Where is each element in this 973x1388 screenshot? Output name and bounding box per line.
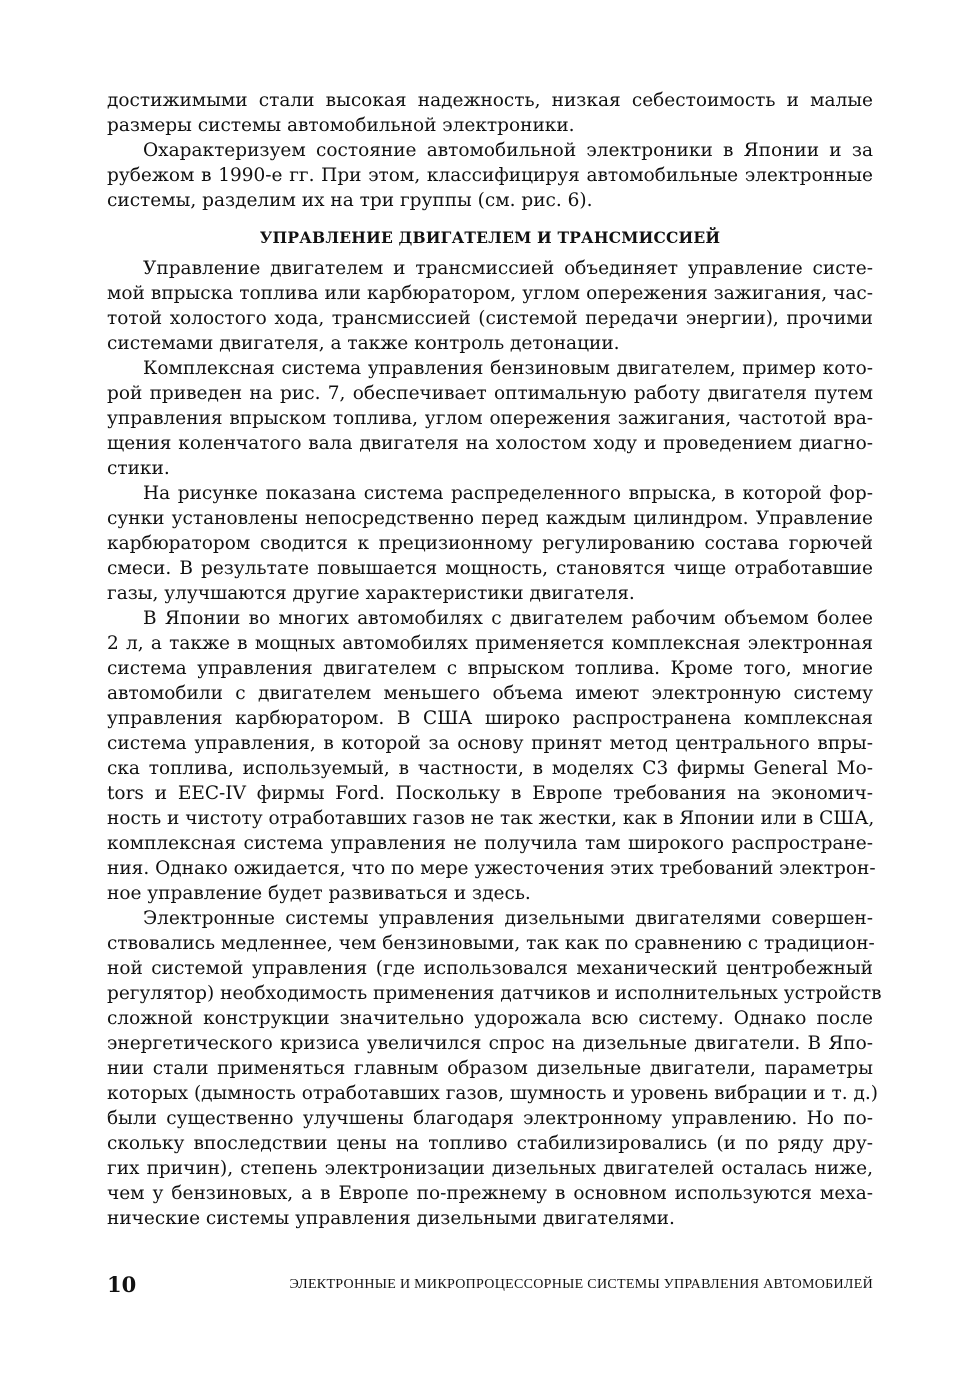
- text-line: Охарактеризуем состояние автомобильной электроники в Японии и за: [143, 140, 873, 161]
- text-line: щения коленчатого вала двигателя на холостом ходу и проведением диагно-: [107, 433, 873, 454]
- text-line: управления карбюратором. В США широко распространена комплексная: [107, 708, 873, 729]
- text-line: нические системы управления дизельными двигателями.: [107, 1208, 675, 1229]
- text-line: сложной конструкции значительно удорожала всю систему. Однако после: [107, 1008, 873, 1029]
- paragraph: [107, 906, 882, 1231]
- text-line: были существенно улучшены благодаря электронному управлению. Но по-: [107, 1108, 873, 1129]
- text-line: мой впрыска топлива или карбюратором, углом опережения зажигания, час-: [107, 283, 873, 304]
- text-line: управления впрыском топлива, углом опережения зажигания, частотой вра-: [107, 408, 873, 429]
- text-line: система управления двигателем с впрыском топлива. Кроме того, многие: [107, 658, 873, 679]
- text-line: ное управление будет развиваться и здесь.: [107, 883, 531, 904]
- text-line: ствовались медленнее, чем бензиновыми, так как по сравнению с традицион-: [107, 933, 875, 954]
- section-heading: УПРАВЛЕНИЕ ДВИГАТЕЛЕМ И ТРАНСМИССИЕЙ: [259, 228, 721, 247]
- text-line: система управления, в которой за основу принят метод центрального впры-: [107, 733, 873, 754]
- text-line: ность и чистоту отработавших газов не так жестки, как в Японии или в США,: [107, 808, 875, 829]
- text-line: системы, разделим их на три группы (см. рис. 6).: [107, 190, 593, 211]
- text-line: стики.: [107, 458, 170, 479]
- paragraph-continuation: [107, 88, 873, 138]
- text-line: На рисунке показана система распределенного впрыска, в которой фор-: [143, 483, 873, 504]
- text-line: размеры системы автомобильной электроники.: [107, 115, 575, 136]
- text-line: Комплексная система управления бензиновым двигателем, пример кото-: [143, 358, 873, 379]
- page-body: [107, 88, 882, 1231]
- text-line: гих причин), степень электронизации дизельных двигателей осталась ниже,: [107, 1158, 873, 1179]
- page-number: 10: [107, 1272, 137, 1297]
- text-line: тотой холостого хода, трансмиссией (системой передачи энергии), прочими: [107, 308, 873, 329]
- text-line: достижимыми стали высокая надежность, низкая себестоимость и малые: [107, 90, 873, 111]
- text-line: смеси. В результате повышается мощность, становятся чище отработавшие: [107, 558, 873, 579]
- text-line: 2 л, а также в мощных автомобилях применяется комплексная электронная: [107, 633, 873, 654]
- paragraph: [107, 606, 876, 906]
- text-line: автомобили с двигателем меньшего объема имеют электронную систему: [107, 683, 873, 704]
- text-line: сунки установлены непосредственно перед каждым цилиндром. Управление: [107, 508, 873, 529]
- text-line: газы, улучшаются другие характеристики двигателя.: [107, 583, 635, 604]
- text-line: карбюратором сводится к прецизионному регулированию состава горючей: [107, 533, 873, 554]
- paragraph: [107, 481, 873, 606]
- text-line: чем у бензиновых, а в Европе по-прежнему в основном используются меха-: [107, 1183, 873, 1204]
- text-line: которых (дымность отработавших газов, шумность и уровень вибрации и т. д.): [107, 1083, 878, 1104]
- page-footer: [107, 1272, 873, 1300]
- text-line: В Японии во многих автомобилях с двигателем рабочим объемом более: [143, 608, 873, 629]
- text-line: рой приведен на рис. 7, обеспечивает оптимальную работу двигателя путем: [107, 383, 873, 404]
- text-line: системами двигателя, а также контроль детонации.: [107, 333, 620, 354]
- text-line: ска топлива, используемый, в частности, в моделях С3 фирмы General Mo-: [107, 758, 873, 779]
- text-line: Управление двигателем и трансмиссией объединяет управление систе-: [143, 258, 873, 279]
- text-line: рубежом в 1990-е гг. При этом, классифицируя автомобильные электронные: [107, 165, 873, 186]
- text-line: регулятор) необходимость применения датчиков и исполнительных устройств: [107, 983, 882, 1004]
- text-line: tors и EEC-IV фирмы Ford. Поскольку в Европе требования на экономич-: [107, 783, 873, 804]
- text-line: нии стали применяться главным образом дизельные двигатели, параметры: [107, 1058, 873, 1079]
- text-line: скольку впоследствии цены на топливо стабилизировались (и по ряду дру-: [107, 1133, 873, 1154]
- text-line: ния. Однако ожидается, что по мере ужесточения этих требований электрон-: [107, 858, 876, 879]
- paragraph: [107, 356, 873, 481]
- paragraph: [107, 138, 873, 213]
- text-line: Электронные системы управления дизельными двигателями совершен-: [143, 908, 873, 929]
- paragraph: [107, 256, 873, 356]
- running-title: ЭЛЕКТРОННЫЕ И МИКРОПРОЦЕССОРНЫЕ СИСТЕМЫ УПРАВЛЕНИЯ АВТОМОБИЛЕЙ: [289, 1277, 873, 1292]
- text-line: комплексная система управления не получила там широкого распростране-: [107, 833, 873, 854]
- text-line: ной системой управления (где использовался механический центробежный: [107, 958, 873, 979]
- text-line: энергетического кризиса увеличился спрос на дизельные двигатели. В Япо-: [107, 1033, 873, 1054]
